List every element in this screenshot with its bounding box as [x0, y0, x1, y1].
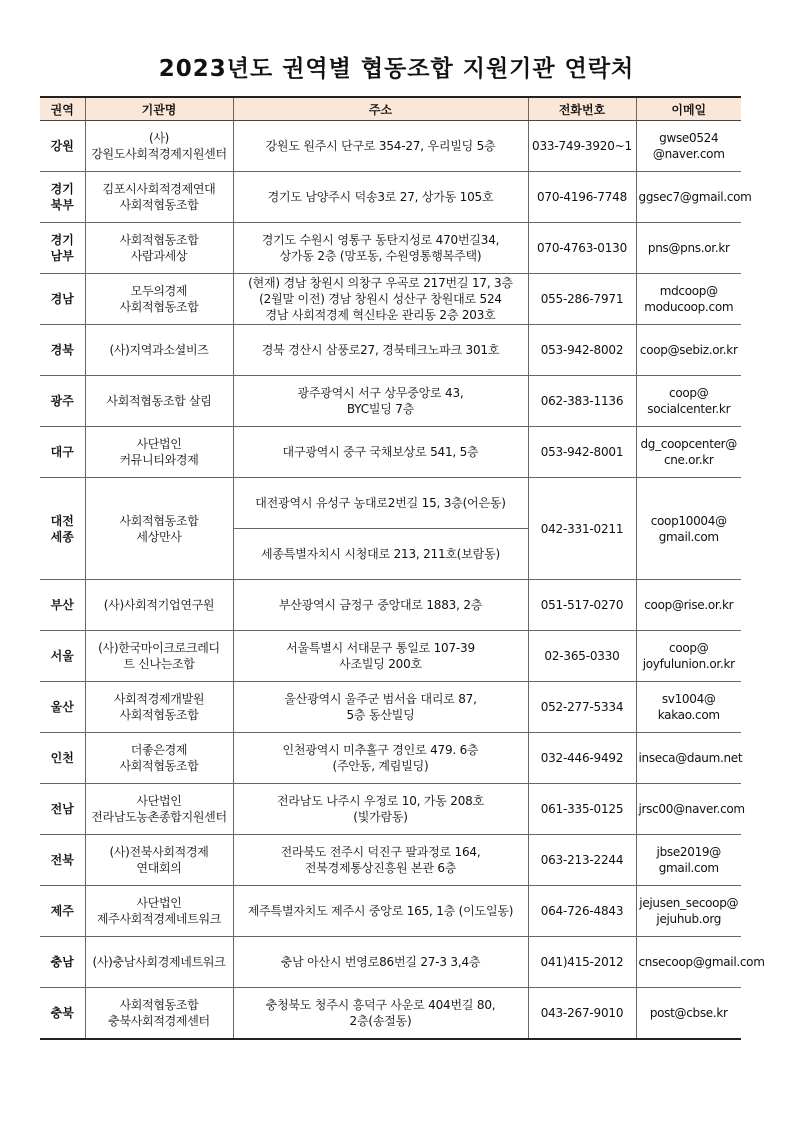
region-cell: 제주 — [40, 886, 85, 937]
table-row — [40, 733, 741, 784]
table-row — [40, 172, 741, 223]
address-cell: 제주특별자치도 제주시 중앙로 165, 1층 (이도일동) — [233, 886, 528, 937]
region-cell: 경남 — [40, 274, 85, 325]
table-row — [40, 835, 741, 886]
phone-cell: 053-942-8002 — [528, 325, 636, 376]
org-cell: 사단법인 커뮤니티와경제 — [85, 427, 233, 478]
org-cell: (사)강원도사회적경제지원센터 — [85, 121, 233, 172]
address-cell: 전라북도 전주시 덕진구 팔과정로 164, 전북경제통상진흥원 본관 6층 — [233, 835, 528, 886]
column-header-region: 권역 — [40, 97, 85, 121]
region-cell: 서울 — [40, 631, 85, 682]
region-cell: 부산 — [40, 580, 85, 631]
phone-cell: 055-286-7971 — [528, 274, 636, 325]
address-cell: 광주광역시 서구 상무중앙로 43, BYC빌딩 7층 — [233, 376, 528, 427]
email-cell: pns@pns.or.kr — [636, 223, 741, 274]
org-cell: 사회적협동조합 충북사회적경제센터 — [85, 988, 233, 1039]
region-cell: 전북 — [40, 835, 85, 886]
table-row — [40, 988, 741, 1039]
org-cell: (사)사회적기업연구원 — [85, 580, 233, 631]
region-cell: 충북 — [40, 988, 85, 1039]
phone-cell: 033-749-3920~1 — [528, 121, 636, 172]
table-row — [40, 580, 741, 631]
address-cell: 강원도 원주시 단구로 354-27, 우리빌딩 5층 — [233, 121, 528, 172]
email-cell: jejusen_secoop@ jejuhub.org — [636, 886, 741, 937]
region-cell: 전남 — [40, 784, 85, 835]
org-cell: 사단법인 전라남도농촌종합지원센터 — [85, 784, 233, 835]
org-cell: 사회적협동조합 세상만사 — [85, 478, 233, 580]
phone-cell: 070-4763-0130 — [528, 223, 636, 274]
region-cell: 인천 — [40, 733, 85, 784]
email-cell: coop@rise.or.kr — [636, 580, 741, 631]
region-cell: 강원 — [40, 121, 85, 172]
phone-cell: 063-213-2244 — [528, 835, 636, 886]
contact-table — [40, 96, 765, 1040]
address-cell: 전라남도 나주시 우정로 10, 가동 208호 (빛가람동) — [233, 784, 528, 835]
column-header-phone: 전화번호 — [528, 97, 636, 121]
address-cell: 경기도 수원시 영통구 동탄지성로 470번길34, 상가동 2층 (망포동, 수원영통행복주택) — [233, 223, 528, 274]
email-cell: dg_coopcenter@ cne.or.kr — [636, 427, 741, 478]
org-cell: (사)한국마이크로크레디 트 신나는조합 — [85, 631, 233, 682]
email-cell: coop@ socialcenter.kr — [636, 376, 741, 427]
region-cell: 경기 북부 — [40, 172, 85, 223]
phone-cell: 032-446-9492 — [528, 733, 636, 784]
phone-cell: 061-335-0125 — [528, 784, 636, 835]
phone-cell: 02-365-0330 — [528, 631, 636, 682]
email-cell: coop@sebiz.or.kr — [636, 325, 741, 376]
phone-cell: 070-4196-7748 — [528, 172, 636, 223]
address-cell: 충청북도 청주시 흥덕구 사운로 404번길 80, 2층(송절동) — [233, 988, 528, 1039]
table-row — [40, 886, 741, 937]
table-row — [40, 376, 741, 427]
email-cell: ggsec7@gmail.com — [636, 172, 741, 223]
region-cell: 충남 — [40, 937, 85, 988]
region-cell: 울산 — [40, 682, 85, 733]
phone-cell: 053-942-8001 — [528, 427, 636, 478]
phone-cell: 062-383-1136 — [528, 376, 636, 427]
table-row — [40, 478, 741, 529]
org-cell: 사회적협동조합 살림 — [85, 376, 233, 427]
email-cell: jbse2019@ gmail.com — [636, 835, 741, 886]
email-cell: mdcoop@ moducoop.com — [636, 274, 741, 325]
table-row — [40, 325, 741, 376]
address-cell: 서울특별시 서대문구 통일로 107-39 사조빌딩 200호 — [233, 631, 528, 682]
phone-cell: 041)415-2012 — [528, 937, 636, 988]
address-cell: 세종특별자치시 시청대로 213, 211호(보람동) — [233, 529, 528, 580]
email-cell: coop10004@ gmail.com — [636, 478, 741, 580]
table-header-row — [40, 97, 741, 121]
phone-cell: 064-726-4843 — [528, 886, 636, 937]
column-header-address: 주소 — [233, 97, 528, 121]
table-row — [40, 427, 741, 478]
region-cell: 경북 — [40, 325, 85, 376]
address-cell: 울산광역시 울주군 범서읍 대리로 87, 5층 동산빌딩 — [233, 682, 528, 733]
email-cell: post@cbse.kr — [636, 988, 741, 1039]
region-cell: 대구 — [40, 427, 85, 478]
region-cell: 광주 — [40, 376, 85, 427]
address-cell: 경북 경산시 삼풍로27, 경북테크노파크 301호 — [233, 325, 528, 376]
column-header-org: 기관명 — [85, 97, 233, 121]
org-cell: 사회적경제개발원 사회적협동조합 — [85, 682, 233, 733]
region-cell: 대전 세종 — [40, 478, 85, 580]
email-cell: coop@ joyfulunion.or.kr — [636, 631, 741, 682]
org-cell: (사)충남사회경제네트워크 — [85, 937, 233, 988]
address-cell: 대전광역시 유성구 농대로2번길 15, 3층(어은동) — [233, 478, 528, 529]
org-cell: 사회적협동조합 사람과세상 — [85, 223, 233, 274]
table-row — [40, 121, 741, 172]
email-cell: jrsc00@naver.com — [636, 784, 741, 835]
table-row — [40, 223, 741, 274]
address-cell: 충남 아산시 번영로86번길 27-3 3,4층 — [233, 937, 528, 988]
address-cell: 대구광역시 중구 국채보상로 541, 5층 — [233, 427, 528, 478]
table-row — [40, 937, 741, 988]
org-cell: 김포시사회적경제연대 사회적협동조합 — [85, 172, 233, 223]
email-cell: cnsecoop@gmail.com — [636, 937, 741, 988]
org-cell: 사단법인 제주사회적경제네트워크 — [85, 886, 233, 937]
address-cell: 인천광역시 미추홀구 경인로 479. 6층 (주안동, 계림빌딩) — [233, 733, 528, 784]
address-cell: 부산광역시 금정구 중앙대로 1883, 2층 — [233, 580, 528, 631]
phone-cell: 043-267-9010 — [528, 988, 636, 1039]
phone-cell: 052-277-5334 — [528, 682, 636, 733]
table-row — [40, 784, 741, 835]
phone-cell: 051-517-0270 — [528, 580, 636, 631]
org-cell: 모두의경제 사회적협동조합 — [85, 274, 233, 325]
org-cell: (사)지역과소셜비즈 — [85, 325, 233, 376]
table-row — [40, 274, 741, 325]
page-title: 2023년도 권역별 협동조합 지원기관 연락처 — [158, 56, 635, 82]
email-cell: gwse0524 @naver.com — [636, 121, 741, 172]
address-cell: 경기도 남양주시 덕송3로 27, 상가동 105호 — [233, 172, 528, 223]
address-cell: (현재) 경남 창원시 의창구 우곡로 217번길 17, 3층 (2월말 이전) 경남 창원시 성산구 창원대로 524 경남 사회적경제 혁신타운 관리동 2층 203호 — [233, 274, 528, 325]
table-row — [40, 631, 741, 682]
email-cell: inseca@daum.net — [636, 733, 741, 784]
phone-cell: 042-331-0211 — [528, 478, 636, 580]
table-row — [40, 682, 741, 733]
region-cell: 경기 남부 — [40, 223, 85, 274]
org-cell: 더좋은경제 사회적협동조합 — [85, 733, 233, 784]
column-header-email: 이메일 — [636, 97, 741, 121]
org-cell: (사)전북사회적경제 연대회의 — [85, 835, 233, 886]
email-cell: sv1004@ kakao.com — [636, 682, 741, 733]
